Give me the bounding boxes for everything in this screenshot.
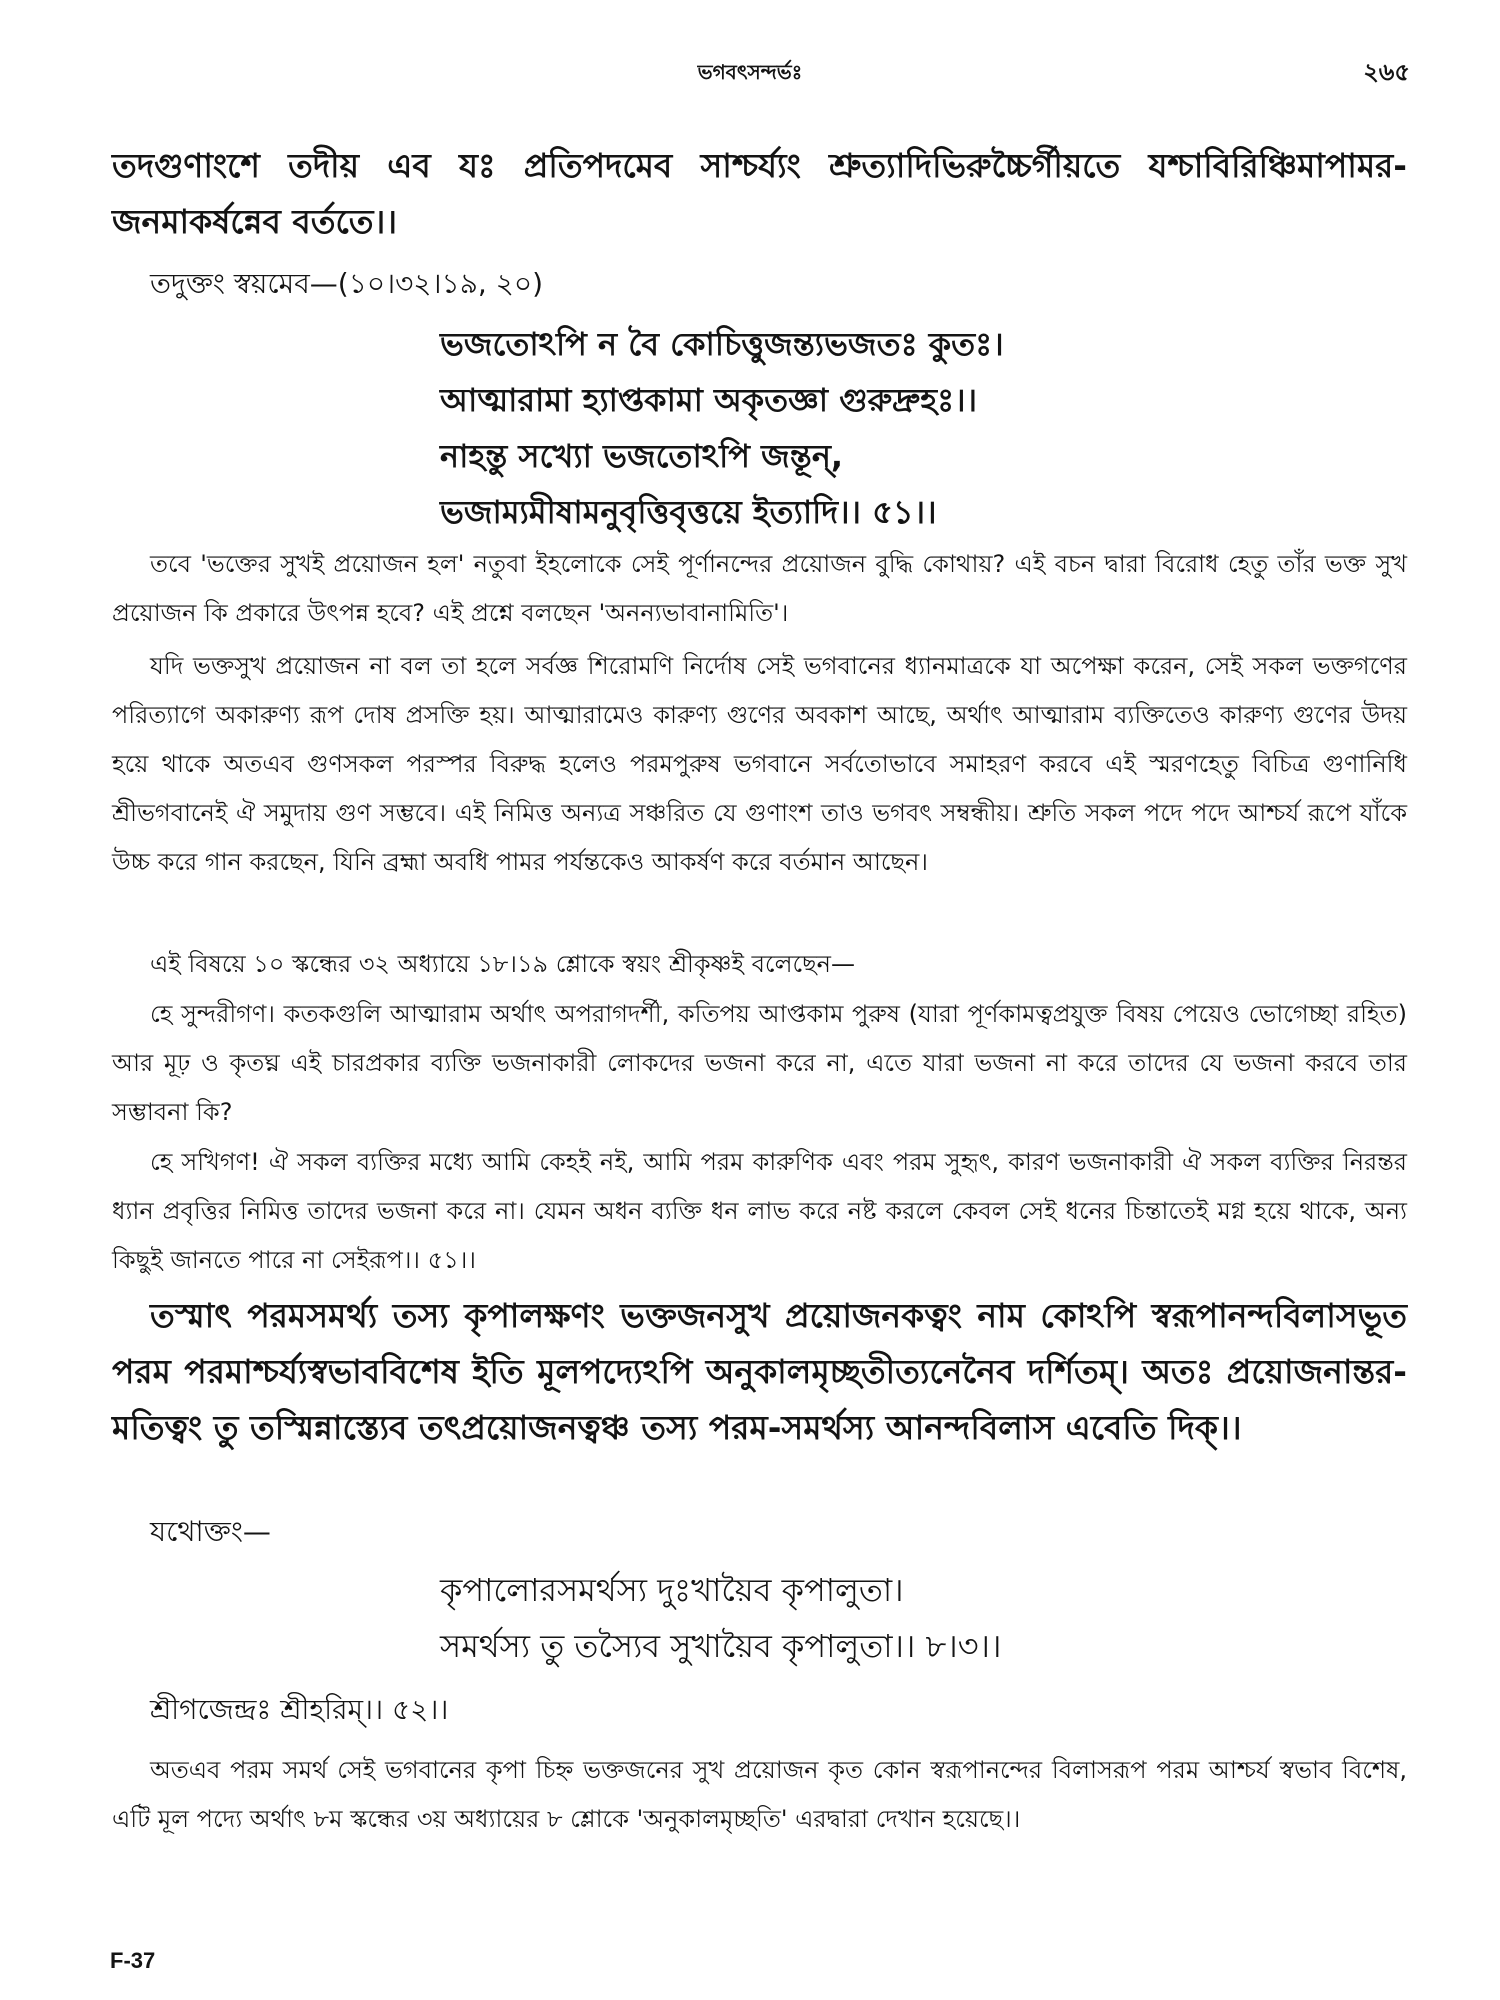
bengali-paragraph: হে সখিগণ! ঐ সকল ব্যক্তির মধ্যে আমি কেহই নই, আমি পরম কারুণিক এবং পরম সুহৃৎ, কারণ ভজনাকারী ঐ সকল ব্যক্তির নিরন্তর ধ্যান প্রবৃত্তির নিমিত্ত তাদের ভজনা করে না। যেমন অধন ব্যক্তি ধন লাভ করে নষ্ট করলে কেবল সেই ধনের চিন্তাতেই মগ্ন হয়ে থাকে, অন্য কিছুই জানতে পারে না সেইরূপ।। ৫১।। bbox=[112, 1148, 1407, 1274]
sanskrit-paragraph: তস্মাৎ পরমসমর্থ্য তস্য কৃপালক্ষণং ভক্তজনসুখ প্রয়োজনকত্বং নাম কোঽপি স্বরূপানন্দবিলাসভূত পরম পরমাশ্চর্য্যস্বভাববিশেষ ইতি মূলপদ্যেঽপি অনুকালমৃচ্ছতীত্যনেনৈব দর্শিতম্। অতঃ প্রয়োজনান্তর-মতিত্বং তু তস্মিন্নাস্ত্যেব তৎপ্রয়োজনত্বঞ্চ তস্য পরম-সমর্থস্য আনন্দবিলাস এবেতি দিক্।। bbox=[112, 1296, 1407, 1447]
verse-block bbox=[440, 316, 1004, 540]
signature-mark: F-37 bbox=[110, 1948, 156, 1973]
sanskrit-intro-paragraph: তদগুণাংশে তদীয় এব যঃ প্রতিপদমেব সাশ্চর্য্যং শ্রুত্যাদিভিরুচ্চৈর্গীয়তে যশ্চাবিরিঞ্চিমাপামর-জনমাকর্ষন্নেব বর্ততে।। bbox=[112, 146, 1407, 241]
bengali-paragraph: অতএব পরম সমর্থ সেই ভগবানের কৃপা চিহ্ন ভক্তজনের সুখ প্রয়োজন কৃত কোন স্বরূপানন্দের বিলাসরূপ পরম আশ্চর্য স্বভাব বিশেষ, এটি মূল পদ্যে অর্থাৎ ৮ম স্কন্ধের ৩য় অধ্যায়ের ৮ শ্লোকে 'অনুকালমৃচ্ছতি' এরদ্বারা দেখান হয়েছে।। bbox=[112, 1756, 1407, 1833]
verse-line: নাহন্তু সখ্যো ভজতোঽপি জন্তূন্, bbox=[440, 437, 844, 475]
bengali-paragraph: হে সুন্দরীগণ। কতকগুলি আত্মারাম অর্থাৎ অপরাগদর্শী, কতিপয় আপ্তকাম পুরুষ (যারা পূর্ণকামত্বপ্রযুক্ত বিষয় পেয়েও ভোগেচ্ছা রহিত) আর মূঢ় ও কৃতঘ্ন এই চারপ্রকার ব্যক্তি ভজনাকারী লোকদের ভজনা করে না, এতে যারা ভজনা না করে তাদের যে ভজনা করবে তার সম্ভাবনা কি? bbox=[112, 1000, 1407, 1126]
citation-line: তদুক্তং স্বয়মেব—(১০।৩২।১৯, ২০) bbox=[150, 267, 543, 300]
verse-line: ভজাম্যমীষামনুবৃত্তিবৃত্তয়ে ইত্যাদি।। ৫১।। bbox=[440, 493, 937, 531]
citation-line: যথোক্তং— bbox=[150, 1515, 271, 1548]
bengali-paragraph: এই বিষয়ে ১০ স্কন্ধের ৩২ অধ্যায়ে ১৮।১৯ শ্লোকে স্বয়ং শ্রীকৃষ্ণই বলেছেন— bbox=[150, 950, 855, 978]
running-title: ভগবৎসন্দর্ভঃ bbox=[697, 60, 803, 84]
bengali-paragraph: তবে 'ভক্তের সুখই প্রয়োজন হল' নতুবা ইহলোকে সেই পূর্ণানন্দের প্রয়োজন বুদ্ধি কোথায়? এই বচন দ্বারা বিরোধ হেতু তাঁর ভক্ত সুখ প্রয়োজন কি প্রকারে উৎপন্ন হবে? এই প্রশ্নে বলছেন 'অনন্যভাবানামিতি'। bbox=[112, 550, 1407, 627]
verse-block bbox=[440, 1562, 1001, 1674]
verse-line: আত্মারামা হ্যাপ্তকামা অকৃতজ্ঞা গুরুদ্রুহঃ।। bbox=[440, 381, 978, 419]
verse-line: সমর্থস্য তু তস্যৈব সুখায়ৈব কৃপালুতা।। ৮।৩।। bbox=[440, 1627, 1002, 1665]
verse-line: কৃপালোরসমর্থস্য দুঃখায়ৈব কৃপালুতা। bbox=[440, 1571, 904, 1609]
verse-line: ভজতোঽপি ন বৈ কোচিত্তুজন্ত্যভজতঃ কুতঃ। bbox=[440, 325, 1004, 363]
page-number: ২৬৫ bbox=[1363, 58, 1410, 86]
attribution-line: শ্রীগজেন্দ্রঃ শ্রীহরিম্।। ৫২।। bbox=[150, 1693, 449, 1726]
bengali-paragraph: যদি ভক্তসুখ প্রয়োজন না বল তা হলে সর্বজ্ঞ শিরোমণি নির্দোষ সেই ভগবানের ধ্যানমাত্রকে যা অপেক্ষা করেন, সেই সকল ভক্তগণের পরিত্যাগে অকারুণ্য রূপ দোষ প্রসক্তি হয়। আত্মারামেও কারুণ্য গুণের অবকাশ আছে, অর্থাৎ আত্মারাম ব্যক্তিতেও কারুণ্য গুণের উদয় হয়ে থাকে অতএব গুণসকল পরস্পর বিরুদ্ধ হলেও পরমপুরুষ ভগবানে সর্বতোভাবে সমাহরণ করবে এই স্মরণহেতু বিচিত্র গুণানিধি শ্রীভগবানেই ঐ সমুদায় গুণ সম্ভবে। এই নিমিত্ত অন্যত্র সঞ্চরিত যে গুণাংশ তাও ভগবৎ সম্বন্ধীয়। শ্রুতি সকল পদে পদে আশ্চর্য রূপে যাঁকে উচ্চ করে গান করছেন, যিনি ব্রহ্মা অবধি পামর পর্যন্তকেও আকর্ষণ করে বর্তমান আছেন। bbox=[112, 652, 1407, 876]
